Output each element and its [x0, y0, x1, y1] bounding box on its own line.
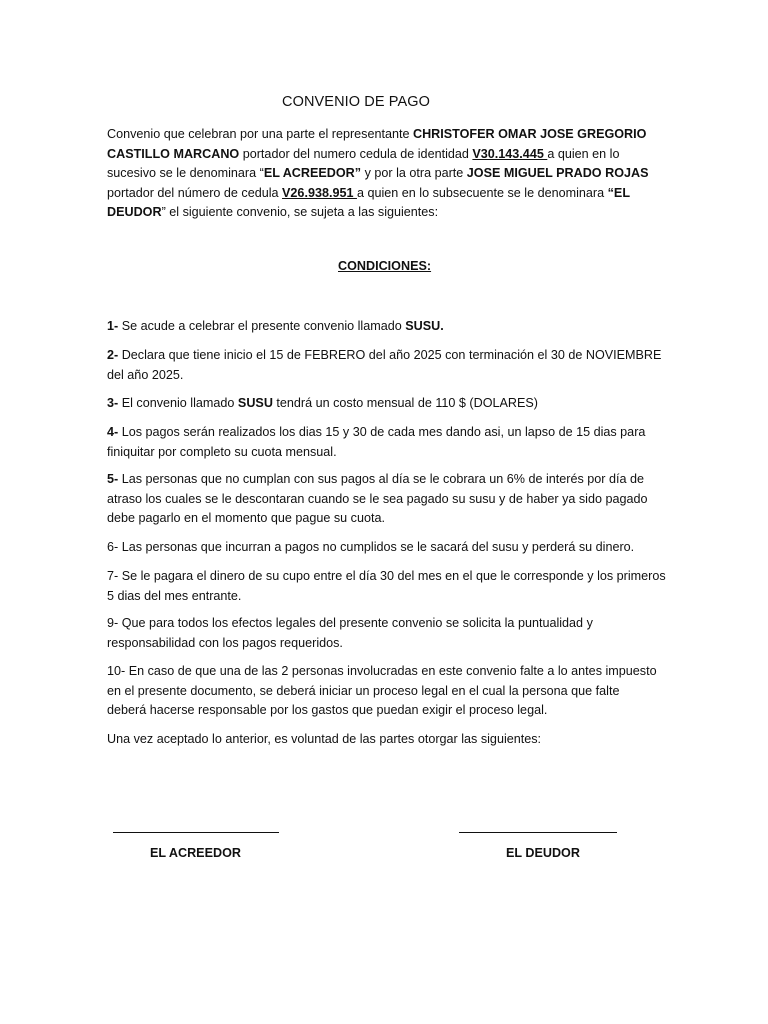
- condition-2: [107, 346, 667, 385]
- document-title: CONVENIO DE PAGO: [282, 94, 430, 110]
- condition-text: del año 2025.: [107, 367, 184, 382]
- condition-text: 9- Que para todos los efectos legales del presente convenio se solicita la puntualidad y: [107, 616, 593, 630]
- condition-emphasis: SUSU.: [405, 319, 444, 333]
- signature-line-creditor: [113, 832, 279, 833]
- condition-3: [107, 394, 667, 414]
- creditor-surname: CASTILLO MARCANO: [107, 146, 240, 161]
- condition-text: Los pagos serán realizados los dias 15 y 30 de cada mes dando asi, un lapso de 15 dias para: [118, 425, 646, 439]
- condition-text: deberá hacerse responsable por los gastos que puedan exigir el proceso legal.: [107, 703, 548, 717]
- condition-number: 1-: [107, 319, 119, 333]
- condition-text: El convenio llamado: [118, 396, 238, 410]
- intro-text: Convenio que celebran por una parte el representante: [107, 127, 413, 141]
- intro-text: ” el siguiente convenio, se sujeta a las siguientes:: [161, 205, 439, 219]
- condition-text: 7- Se le pagara el dinero de su cupo entre el día 30 del mes en el que le corresponde y los primeros: [107, 569, 666, 583]
- closing-text: Una vez aceptado lo anterior, es voluntad de las partes otorgar las siguientes:: [107, 732, 542, 746]
- condition-text: Se acude a celebrar el presente convenio llamado: [118, 319, 406, 333]
- debtor-role: “EL: [607, 185, 631, 200]
- intro-text: portador del numero cedula de identidad: [239, 146, 473, 161]
- condition-number: 4-: [107, 425, 119, 439]
- condition-1: [107, 317, 667, 337]
- intro-line-1: [107, 125, 667, 145]
- condition-text: Las personas que no cumplan con sus pagos al día se le cobrara un 6% de interés por día de: [118, 472, 644, 486]
- condition-number: 3-: [107, 396, 119, 410]
- condition-text: debe pagarlo en el momento que pague su cuota.: [107, 511, 385, 525]
- intro-line-3: [107, 164, 667, 184]
- condition-text: tendrá un costo mensual de 110 $ (DOLARES): [272, 396, 538, 410]
- condition-5: [107, 470, 667, 529]
- condition-4: [107, 423, 667, 462]
- creditor-signature-label: EL ACREEDOR: [150, 846, 241, 860]
- condition-text: 10- En caso de que una de las 2 personas involucradas en este convenio falte a lo antes impuesto: [107, 664, 657, 678]
- condition-text: finiquitar por completo su cuota mensual.: [107, 444, 337, 459]
- condition-7: [107, 567, 667, 606]
- creditor-role: EL ACREEDOR”: [263, 166, 362, 180]
- intro-text: a quien en lo subsecuente se le denominara: [356, 185, 608, 200]
- intro-paragraph: [107, 125, 667, 223]
- condition-text: responsabilidad con los pagos requeridos.: [107, 635, 343, 650]
- debtor-id: V26.938.951: [282, 185, 357, 200]
- debtor-name: JOSE MIGUEL PRADO ROJAS: [466, 166, 649, 180]
- condition-number: 2-: [107, 348, 119, 362]
- conditions-heading: CONDICIONES:: [338, 259, 432, 273]
- condition-emphasis: SUSU: [237, 396, 273, 410]
- closing-paragraph: [107, 730, 667, 750]
- condition-text: 5 dias del mes entrante.: [107, 588, 242, 603]
- intro-text: portador del número de cedula: [107, 185, 283, 200]
- creditor-id: V30.143.445: [472, 146, 548, 161]
- intro-line-2: [107, 145, 667, 165]
- signature-line-debtor: [459, 832, 617, 833]
- intro-line-4: [107, 184, 667, 204]
- condition-9: [107, 614, 667, 653]
- condition-text: en el presente documento, se deberá iniciar un proceso legal en el cual la persona que falte: [107, 683, 620, 698]
- debtor-signature-label: EL DEUDOR: [506, 846, 580, 860]
- intro-text: y por la otra parte: [361, 166, 467, 180]
- condition-number: 5-: [107, 472, 119, 486]
- debtor-role: DEUDOR: [107, 205, 162, 219]
- creditor-name: CHRISTOFER OMAR JOSE GREGORIO: [412, 127, 647, 141]
- intro-text: a quien en lo: [547, 146, 620, 161]
- intro-text: sucesivo se le denominara “: [107, 166, 264, 180]
- condition-text: atraso los cuales se le descontaran cuando se le sea pagado su susu y de haber ya sido pagado: [107, 491, 648, 506]
- intro-line-5: [107, 203, 667, 223]
- condition-text: 6- Las personas que incurran a pagos no cumplidos se le sacará del susu y perderá su dinero.: [107, 540, 635, 554]
- condition-text: Declara que tiene inicio el 15 de FEBRERO del año 2025 con terminación el 30 de NOVIEMBRE: [118, 348, 662, 362]
- condition-10: [107, 662, 667, 721]
- condition-6: [107, 538, 667, 558]
